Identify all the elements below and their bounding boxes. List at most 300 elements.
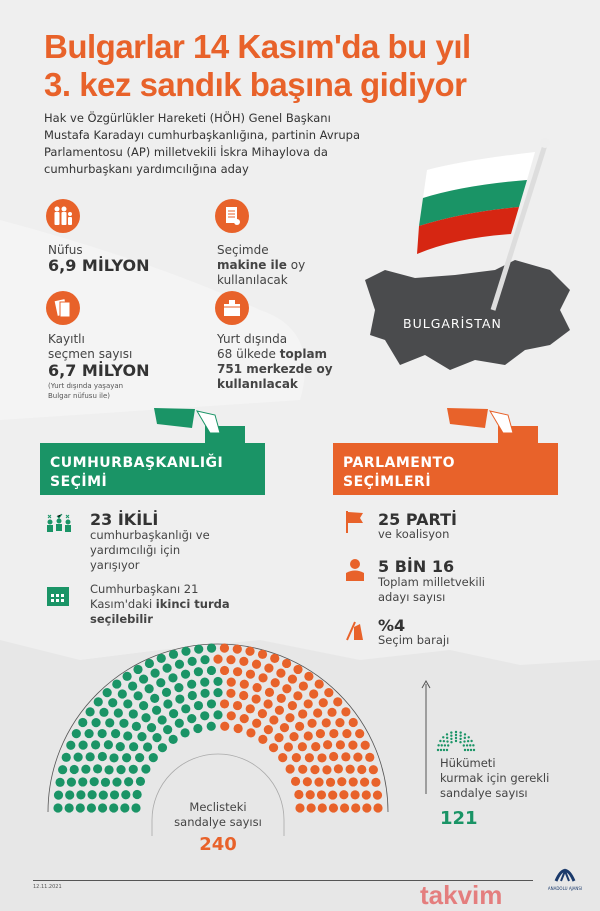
seat-green [136,777,145,786]
mini-seat [443,749,445,751]
voters-note: (Yurt dışında yaşayan Bulgar nüfusu ile) [48,382,124,400]
threshold-text: Seçim barajı [378,633,450,647]
seat-orange [284,742,293,751]
seat-orange [282,659,291,668]
seat-orange [305,753,314,762]
mini-parliament-icon [436,730,476,752]
seat-green [213,677,222,686]
seat-orange [336,740,345,749]
seat-green [123,699,132,708]
seat-green [94,697,103,706]
seat-green [131,803,140,812]
seat-green [187,680,196,689]
seats-label [158,800,278,830]
voters-label [48,332,132,362]
seat-orange [351,803,360,812]
seat-orange [349,777,358,786]
mini-seat [439,740,441,742]
seat-orange [258,735,267,744]
seat-green [181,704,190,713]
mini-seat [468,736,470,738]
seat-green [174,683,183,692]
seat-green [104,765,113,774]
seat-orange [361,741,370,750]
seat-green [91,718,100,727]
seat-orange [233,667,242,676]
seat-orange [340,803,349,812]
seat-orange [304,699,313,708]
seat-green [175,694,184,703]
seat-green [72,729,81,738]
seat-orange [371,778,380,787]
seat-green [200,678,209,687]
seat-orange [264,725,273,734]
voting-machine-icon [215,199,249,233]
seat-orange [293,665,302,674]
seat-orange [220,722,229,731]
pairs-text [90,528,210,573]
runoff-text [90,582,230,627]
seat-orange [314,777,323,786]
seat-green [111,729,120,738]
seat-green [181,647,190,656]
seat-green [76,803,85,812]
seat-orange [349,718,358,727]
seat-orange [277,694,286,703]
seat-green [88,790,97,799]
seat-green [188,691,197,700]
seat-green [132,722,141,731]
seats-label-1: Meclisteki [189,800,247,814]
seat-orange [252,694,261,703]
candidates-text-1: Toplam milletvekili [378,575,486,589]
seat-orange [322,765,331,774]
seat-orange [252,719,261,728]
seat-orange [275,706,284,715]
seat-green [207,666,216,675]
majority-label-2: kurmak için gerekli [440,771,550,785]
seat-green [187,714,196,723]
seat-green [129,765,138,774]
seat-orange [294,790,303,799]
seat-green [207,699,216,708]
seat-green [168,673,177,682]
mini-seat [459,741,461,743]
machine-text [217,243,305,288]
arrow-up-icon [420,680,432,795]
seat-green [207,644,216,653]
seat-orange [329,752,338,761]
mini-seat [467,749,469,751]
mini-seat [446,737,448,739]
presidential-title-2: SEÇİMİ [50,474,108,490]
seat-green [156,678,165,687]
seat-orange [220,666,229,675]
seat-green [145,659,154,668]
seat-green [141,713,150,722]
seat-green [65,790,74,799]
seat-green [98,803,107,812]
seat-orange [258,709,267,718]
mini-seat [437,744,439,746]
seat-orange [240,714,249,723]
seat-orange [306,790,315,799]
seat-green [193,724,202,733]
seat-green [162,664,171,673]
seat-green [105,718,114,727]
takvim-watermark: takvim [420,880,503,910]
mini-seat [455,737,457,739]
seat-orange [252,660,261,669]
abroad-line1: Yurt dışında [217,332,288,346]
seat-green [123,731,132,740]
seat-green [109,753,118,762]
seat-orange [276,668,285,677]
machine-bold: makine ile [217,258,287,272]
threshold-value: %4 [378,616,406,635]
seat-orange [342,729,351,738]
seat-orange [309,689,318,698]
seat-orange [227,678,236,687]
abroad-line2-bold: toplam [279,347,328,361]
candidates-icon [46,513,72,537]
mini-seat [464,737,466,739]
seat-green [86,752,95,761]
seat-orange [362,803,371,812]
mini-seat [447,744,449,746]
page-title [44,28,471,104]
seat-green [78,740,87,749]
mini-seat [455,731,457,733]
runoff-line1: Cumhurbaşkanı 21 [90,582,199,596]
seat-green [134,691,143,700]
seats-total: 240 [199,834,237,855]
seat-orange [313,708,322,717]
seat-orange [245,647,254,656]
seat-green [213,688,222,697]
seat-green [112,777,121,786]
seat-green [121,790,130,799]
seat-green [181,670,190,679]
seat-orange [286,764,295,773]
title-line-1: Bulgarlar 14 Kasım'da bu yıl [44,28,471,65]
seat-green [101,778,110,787]
seat-orange [234,724,243,733]
seat-orange [373,791,382,800]
seat-green [200,655,209,664]
seat-orange [233,645,242,654]
seat-orange [269,715,278,724]
seat-orange [246,670,255,679]
seat-orange [239,657,248,666]
seat-green [194,701,203,710]
voters-label-2: seçmen sayısı [48,347,133,361]
mini-seat [473,749,475,751]
machine-post: oy [290,258,306,272]
seat-orange [329,803,338,812]
voters-value: 6,7 MİLYON [48,361,150,380]
mini-seat [437,749,439,751]
machine-line3: kullanılacak [217,273,288,287]
seat-green [169,735,178,744]
mini-seat [443,740,445,742]
seat-green [158,743,167,752]
seat-green [84,729,93,738]
seat-green [133,665,142,674]
seat-orange [310,765,319,774]
seat-green [129,709,138,718]
seat-green [163,725,172,734]
seat-green [122,753,131,762]
candidates-count: 5 BİN 16 [378,557,455,576]
seat-green [163,699,172,708]
seat-green [116,742,125,751]
seat-green [81,765,90,774]
seat-orange [307,719,316,728]
seat-orange [271,678,280,687]
mini-seat [463,744,465,746]
seat-green [78,718,87,727]
parliamentary-title-2: SEÇİMLERİ [343,474,432,490]
seat-orange [226,655,235,664]
agency-name: ANADOLU AJANSI [547,886,583,891]
mini-seat [450,738,452,740]
seat-orange [226,689,235,698]
pairs-text-3: yarışıyor [90,558,140,572]
seat-green [123,672,132,681]
intro-text: Hak ve Özgürlükler Hareketi (HÖH) Genel Başkanı Mustafa Karadayı cumhurbaşkanlığına, partinin Avrupa Parlamentosu (AP) milletvekili İskra Mihaylova da cumhurbaşkanı yardımcılığına aday [44,111,361,176]
seat-orange [326,778,335,787]
mini-seat [442,736,444,738]
seat-green [133,790,142,799]
seat-orange [295,722,304,731]
seat-orange [298,742,307,751]
seat-orange [220,699,229,708]
mini-seat [455,734,457,736]
seat-orange [322,718,331,727]
seat-orange [341,752,350,761]
mini-seat [450,741,452,743]
abroad-line2-pre: 68 ülkede [217,347,276,361]
seat-orange [362,790,371,799]
seat-green [90,777,99,786]
seat-orange [317,753,326,762]
seat-orange [292,753,301,762]
runoff-line3: seçilebilir [90,612,153,626]
seat-orange [339,790,348,799]
mini-seat [472,744,474,746]
seat-orange [307,803,316,812]
seat-orange [304,672,313,681]
seat-orange [220,644,229,653]
mini-seat [450,731,452,733]
seat-orange [303,777,312,786]
seat-orange [285,713,294,722]
seat-green [194,645,203,654]
mini-seat [455,740,457,742]
seat-orange [289,732,298,741]
seat-green [162,688,171,697]
abroad-line3: 751 merkezde oy [217,362,333,376]
mini-seat [466,744,468,746]
seat-green [74,752,83,761]
pairs-text-2: yardımcılığı için [90,543,181,557]
seat-green [99,708,108,717]
seat-green [137,732,146,741]
seat-orange [213,655,222,664]
seat-orange [341,707,350,716]
seat-green [188,657,197,666]
majority-value: 121 [440,808,478,829]
seat-orange [299,681,308,690]
seat-green [207,722,216,731]
parliamentary-banner [333,443,558,495]
seat-green [91,740,100,749]
seat-orange [288,674,297,683]
seat-green [114,708,123,717]
seat-orange [298,709,307,718]
mini-seat [464,733,466,735]
mini-seat [446,740,448,742]
pairs-count: 23 İKİLİ [90,510,159,529]
seat-orange [319,698,328,707]
seat-orange [258,673,267,682]
seat-green [143,742,152,751]
seat-green [175,660,184,669]
seat-green [109,803,118,812]
parties-count: 25 PARTİ [378,510,457,529]
seat-orange [269,743,278,752]
seat-green [104,740,113,749]
abroad-text [217,332,333,392]
seat-orange [350,790,359,799]
seat-green [135,753,144,762]
seat-orange [353,752,362,761]
seat-green [147,723,156,732]
seat-green [58,765,67,774]
seat-orange [357,765,366,774]
parties-text: ve koalisyon [378,527,450,541]
seat-green [110,790,119,799]
seat-orange [298,765,307,774]
seat-orange [258,650,267,659]
presidential-title-1: CUMHURBAŞKANLIĞI [50,455,224,471]
seat-green [119,719,128,728]
seat-green [67,778,76,787]
seat-orange [280,723,289,732]
seat-green [141,764,150,773]
seat-orange [355,729,364,738]
candidates-text [378,575,485,605]
seats-label-2: sandalye sayısı [174,815,262,829]
seat-orange [348,740,357,749]
seat-green [145,684,154,693]
mini-seat [459,731,461,733]
seat-orange [239,691,248,700]
population-label: Nüfus [48,243,83,257]
seat-green [78,777,87,786]
population-value: 6,9 MİLYON [48,256,150,275]
seat-green [85,707,94,716]
abroad-line4: kullanılacak [217,377,298,391]
majority-label [440,756,549,801]
seat-green [157,654,166,663]
seat-orange [246,704,255,713]
seat-orange [316,729,325,738]
majority-label-3: sandalye sayısı [440,786,528,800]
seat-orange [263,699,272,708]
ballot-hand-icon-orange [333,403,558,448]
seat-green [213,710,222,719]
ballot-hand-icon-green [40,403,265,448]
seat-orange [265,688,274,697]
aa-logo [545,866,585,891]
runoff-line2-bold: ikinci turda [155,597,230,611]
calendar-icon [46,583,70,607]
seat-orange [278,753,287,762]
seat-green [98,752,107,761]
mini-seat [446,749,448,751]
seat-green [150,668,159,677]
seat-green [108,698,117,707]
seat-green [139,674,148,683]
seat-orange [270,654,279,663]
mini-seat [446,733,448,735]
seat-green [54,791,63,800]
seat-green [76,790,85,799]
seat-green [87,803,96,812]
seat-green [169,709,178,718]
seat-orange [373,803,382,812]
seat-green [70,765,79,774]
seat-orange [365,753,374,762]
seat-green [152,706,161,715]
seat-orange [333,697,342,706]
seat-green [116,765,125,774]
seat-green [139,701,148,710]
seat-orange [304,731,313,740]
seat-green [93,764,102,773]
seat-green [55,778,64,787]
footer-date: 12.11.2021 [33,884,62,890]
seat-orange [360,778,369,787]
map-label: BULGARİSTAN [403,316,502,331]
bulgaria-map [355,130,590,380]
seat-green [65,803,74,812]
seat-orange [253,683,262,692]
majority-label-1: Hükümeti [440,756,496,770]
title-line-2: 3. kez sandık başına gidiyor [44,66,467,103]
seat-orange [282,684,291,693]
seat-orange [335,718,344,727]
seat-orange [328,790,337,799]
seat-orange [264,664,273,673]
seat-orange [318,803,327,812]
seat-green [128,681,137,690]
seat-orange [324,688,333,697]
seat-orange [334,764,343,773]
seat-orange [315,679,324,688]
seat-orange [227,711,236,720]
mini-seat [463,740,465,742]
flag-icon [345,509,365,535]
seat-orange [274,733,283,742]
seat-orange [233,701,242,710]
mini-seat [470,740,472,742]
seat-green [175,719,184,728]
seat-orange [317,790,326,799]
seat-green [112,679,121,688]
